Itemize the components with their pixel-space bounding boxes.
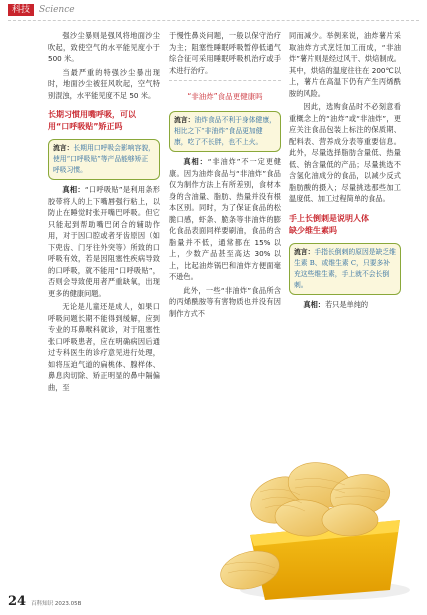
rumor-box: [169, 111, 281, 152]
column-3: [289, 30, 401, 312]
paragraph: 同而减少。举例来说，油炸薯片采取油炸方式烹饪加工而成，“非油炸”薯片则是经过风干、烘焙制成。其中，烘焙的温度往往在 200℃以上，薯片在高温下仍有产生丙烯酰胺的风险。: [289, 31, 401, 98]
rumor-text: 长期用口呼吸会影响容貌，使用“口呼吸贴”等产品能够矫正呼吸习惯。: [53, 144, 155, 174]
header-divider: [8, 20, 419, 21]
paragraph: 因此，选购食品时不必刻意看重概念上的“油炸”或“非油炸”，更应关注食品包装上标注的保质期、配料表、营养成分表等重要信息。此外，尽量选择脂肪含量低、热量低、钠含量低的产品；尽量挑选不含氢化油成分的食品，以减少反式脂肪酸的摄入；尽量挑选那些加工温度低、加工过程简单的食品。: [289, 102, 401, 203]
paragraph: 真相：若只是单纯的: [303, 299, 369, 309]
paragraph: 无论是儿童还是成人，如果口呼吸问题长期不能得到缓解，应到专业的耳鼻喉科就诊，对于阻塞性张口呼吸患者，应在明确病因后通过专科医生的诊疗意见进行处理，如将压迫气道的扁桃体、腺样体、鼻息肉切除、矫正明显的鼻中隔偏曲，至: [48, 302, 160, 392]
potato-chips-image: [210, 440, 410, 605]
footer: [8, 594, 81, 609]
rumor-box: [48, 139, 160, 180]
paragraph: 于慢性鼻炎问题，一般以保守治疗为主；阻塞性睡眠呼吸暂停低通气综合征可采用睡眠呼吸机治疗或手术进行治疗。: [169, 31, 281, 75]
rumor-label: 流言：: [294, 247, 315, 256]
paragraph: 当最严重的特强沙尘暴出现时，地面沙尘被狂风吹起，空气特别混浊，水平能见度不足 50 米。: [48, 67, 160, 100]
truth-label: 真相：: [303, 299, 325, 309]
paragraph: 真相：“口呼吸贴”是利用条形胶带将人的上下嘴唇强行粘上，以防止在睡觉时张开嘴巴呼吸。但它只能起到帮助嘴巴闭合的辅助作用，对于因口腔或者牙齿原因（如下兜齿、门牙往外突等）所致的口呼吸有效，若是因阻塞性疾病导致的口呼吸，就不能用“口呼吸贴”，否则会导致使用者严重缺氧，出现更多的健康问题。: [48, 185, 160, 298]
section-english: Science: [39, 5, 75, 15]
paragraph: 此外，一些“非油炸”食品所含的丙烯酰胺等有害物质也并没有因制作方式不: [169, 285, 281, 318]
section-header: [8, 3, 75, 17]
truth-label: 真相：: [62, 185, 85, 194]
divider: [169, 80, 281, 81]
paragraph: 强沙尘暴则是强风将地面沙尘吹起，致使空气的水平能见度小于 500 米。: [48, 31, 160, 63]
magazine-issue: 百科知识 2023.05B: [31, 601, 82, 607]
column-1: [48, 30, 160, 395]
rumor-text: 油炸食品不利于身体健康，相比之下“非油炸”食品更加健康，吃了不长胖，也不上火。: [174, 116, 276, 146]
section-tag: 科技: [8, 4, 34, 16]
page-number: 24: [8, 594, 27, 609]
rumor-label: 流言：: [174, 116, 195, 124]
truth-label: 真相：: [183, 157, 208, 166]
column-2: [169, 30, 281, 321]
paragraph: 真相：“非油炸”不一定更健康。因为油炸食品与“非油炸”食品仅为制作方法上有所差别，食材本身的含油量、脂肪、热量并没有根本区别。同时，为了保证食品的松脆口感，虾条、脆条等非油炸的膨化食品表面同样要刷油，食品的含脂量并不低，通常都在 15% 以上，少数产品甚至高达 30% 以上，比起油炸锅巴和油炸方便面毫不逊色。: [169, 157, 281, 281]
section-heading: “非油炸”食品更健康吗: [187, 92, 263, 101]
section-heading: 手上长倒刺是说明人体 缺少维生素吗: [289, 213, 369, 235]
rumor-box: [289, 243, 401, 295]
section-heading: 长期习惯用嘴呼吸，可以 用“口呼吸贴”矫正吗: [48, 110, 136, 131]
rumor-label: 流言：: [53, 144, 74, 152]
rumor-text: 手指长倒刺的原因是缺乏维生素 B、或维生素 C，只要多补充这些维生素，手上就不会长倒刺。: [294, 247, 396, 289]
